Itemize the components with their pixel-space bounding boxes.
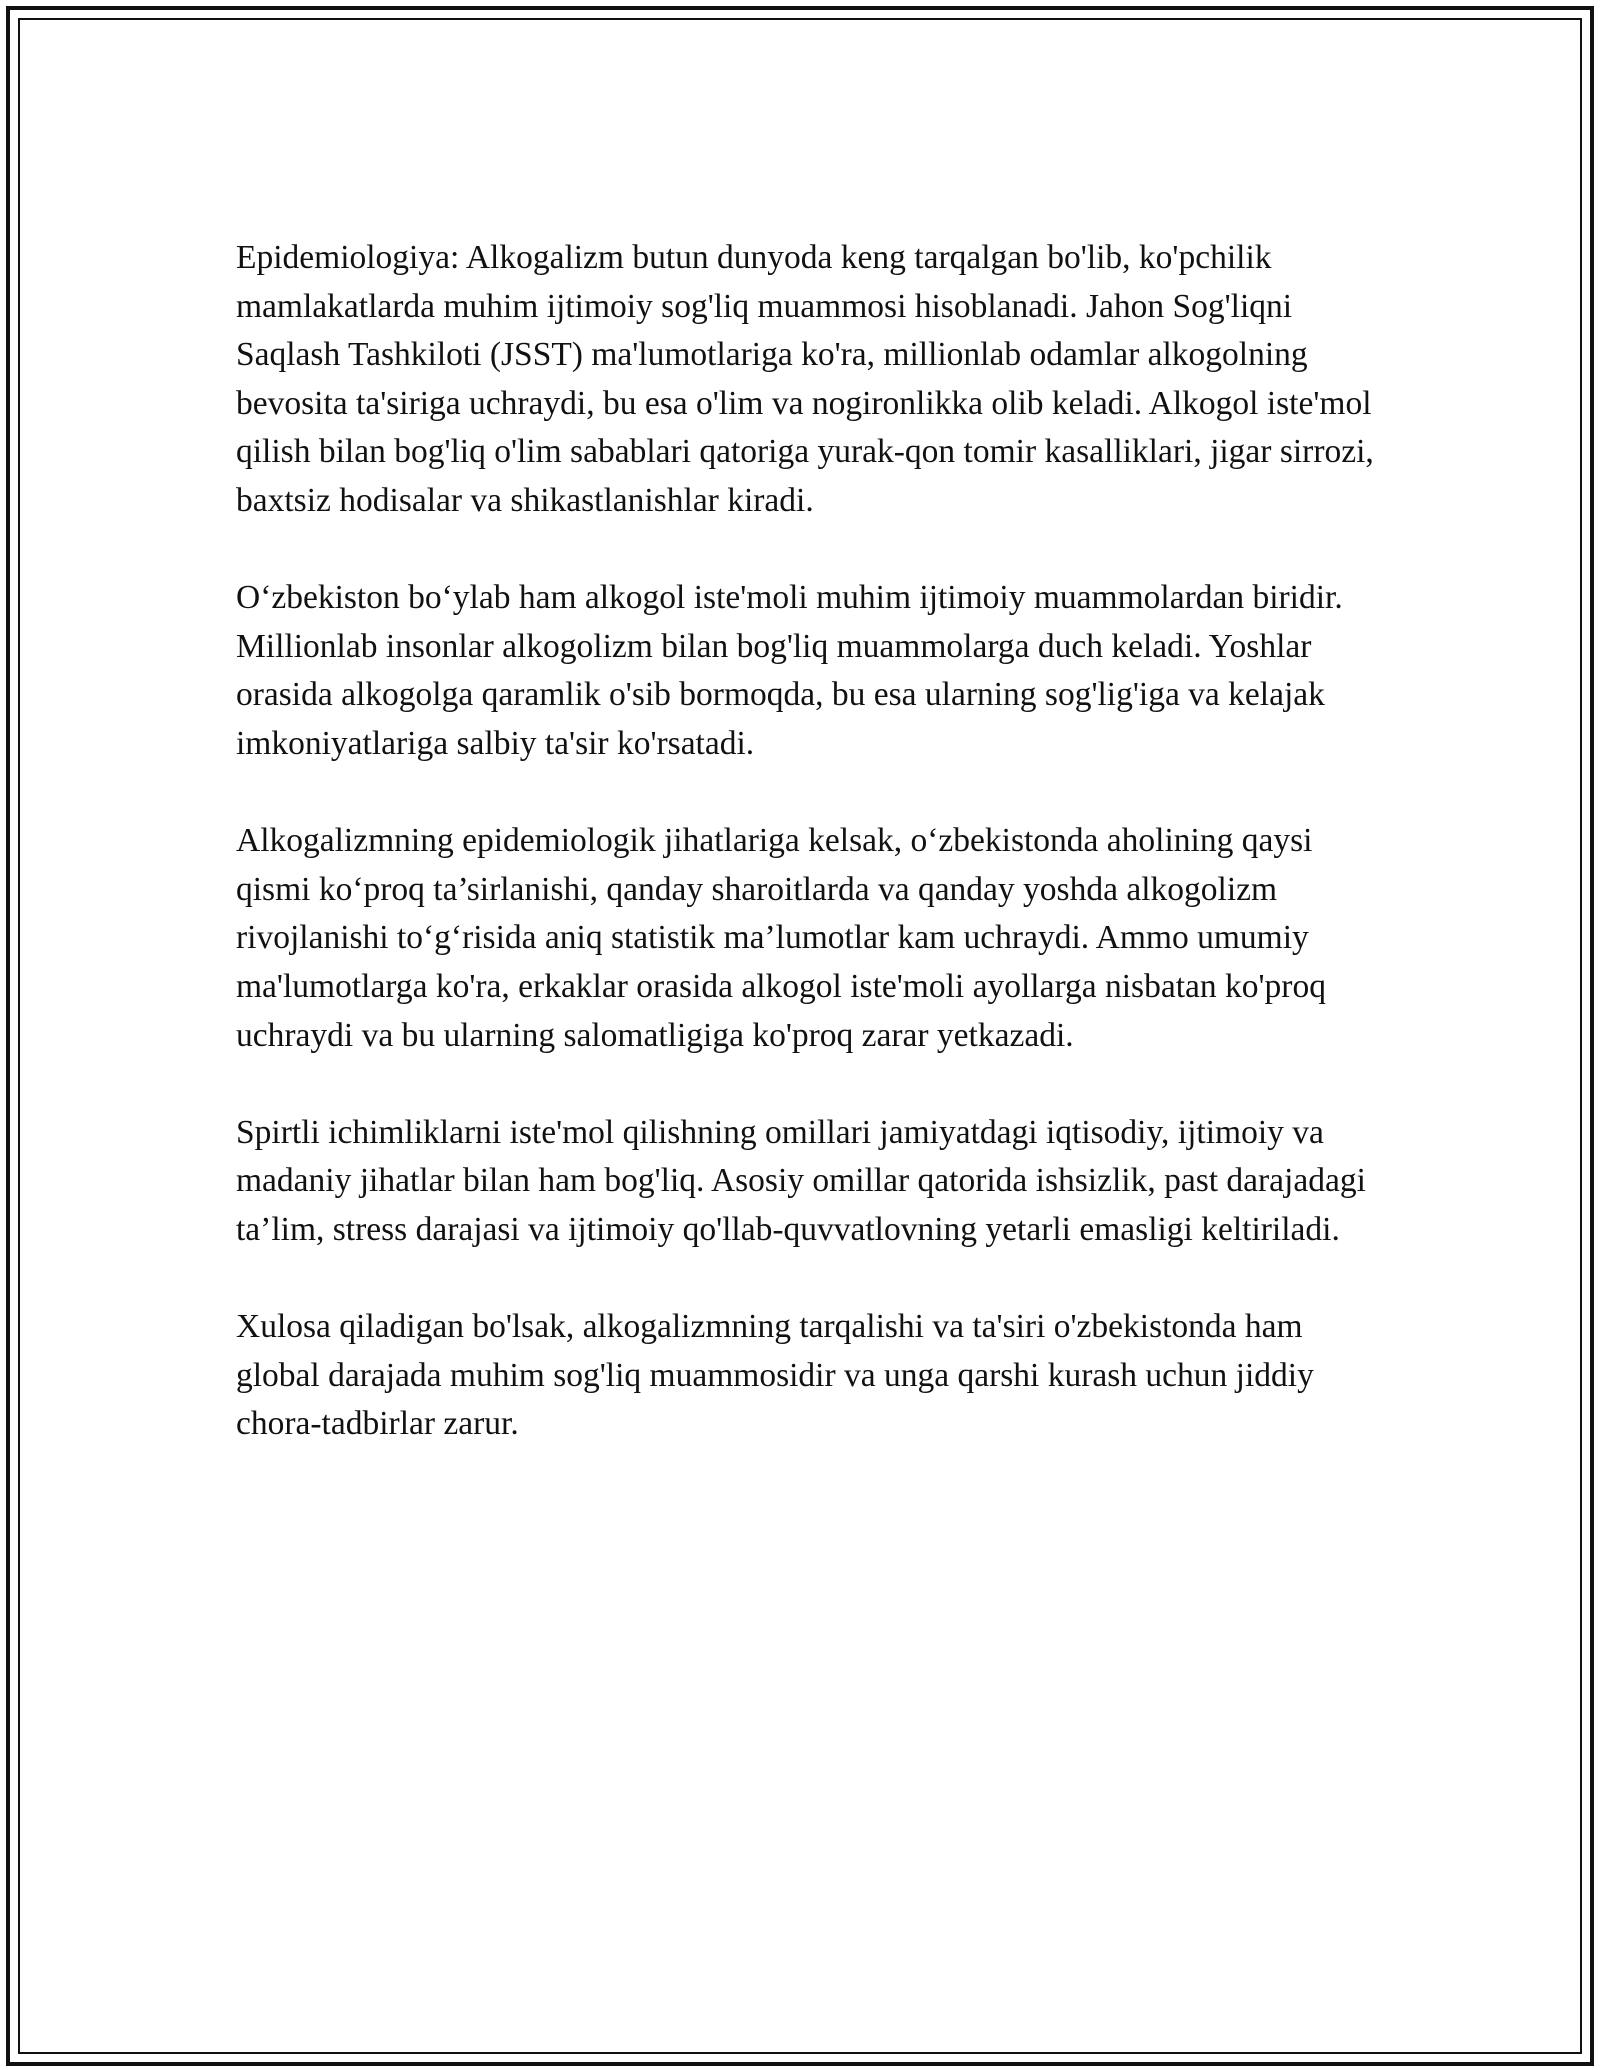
document-body <box>236 234 1386 1497</box>
paragraph-epidemiological-aspects: Alkogalizmning epidemiologik jihatlariga kelsak, o‘zbekistonda aholining qaysi qismi ko‘proq ta’sirlanishi, qanday sharoitlarda va qanday yoshda alkogolizm rivojlanishi to‘g‘risida aniq statistik ma’lumotlar kam uchraydi. Ammo umumiy ma'lumotlarga ko'ra, erkaklar orasida alkogol iste'moli ayollarga nisbatan ko'proq uchraydi va bu ularning salomatligiga ko'proq zarar yetkazadi. <box>236 822 1326 1054</box>
paragraph-uzbekistan: O‘zbekiston bo‘ylab ham alkogol iste'moli muhim ijtimoiy muammolardan biridir. Millionlab insonlar alkogolizm bilan bog'liq muammolarga duch keladi. Yoshlar orasida alkogolga qaramlik o'sib bormoqda, bu esa ularning sog'lig'iga va kelajak imkoniyatlariga salbiy ta'sir ko'rsatadi. <box>236 579 1343 762</box>
paragraph-epidemiology: Epidemiologiya: Alkogalizm butun dunyoda keng tarqalgan bo'lib, ko'pchilik mamlakatlarda muhim ijtimoiy sog'liq muammosi hisoblanadi. Jahon Sog'liqni Saqlash Tashkiloti (JSST) ma'lumotlariga ko'ra, millionlab odamlar alkogolning bevosita ta'siriga uchraydi, bu esa o'lim va nogironlikka olib keladi. Alkogol iste'mol qilish bilan bog'liq o'lim sabablari qatoriga yurak-qon tomir kasalliklari, jigar sirrozi, baxtsiz hodisalar va shikastlanishlar kiradi. <box>236 239 1374 519</box>
paragraph-factors: Spirtli ichimliklarni iste'mol qilishning omillari jamiyatdagi iqtisodiy, ijtimoiy va madaniy jihatlar bilan ham bog'liq. Asosiy omillar qatorida ishsizlik, past darajadagi ta’lim, stress darajasi va ijtimoiy qo'llab-quvvatlovning yetarli emasligi keltiriladi. <box>236 1113 1366 1248</box>
paragraph-conclusion: Xulosa qiladigan bo'lsak, alkogalizmning tarqalishi va ta'siri o'zbekistonda ham global darajada muhim sog'liq muammosidir va unga qarshi kurash uchun jiddiy chora-tadbirlar zarur. <box>236 1308 1314 1443</box>
